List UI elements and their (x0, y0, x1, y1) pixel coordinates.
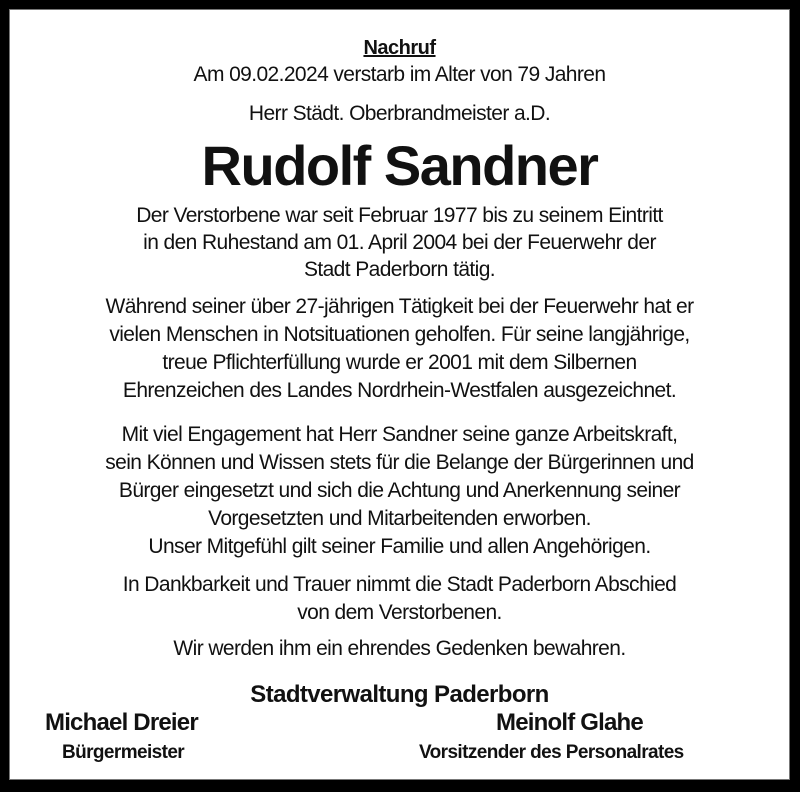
signer-1-name: Michael Dreier (45, 709, 198, 736)
paragraph-3-line-1: Mit viel Engagement hat Herr Sandner seine ganze Arbeitskraft, (121, 423, 678, 446)
obituary-notice (9, 9, 790, 780)
paragraph-3-line-3: Bürger eingesetzt und sich die Achtung und Anerkennung seiner (118, 479, 681, 502)
paragraph-3-line-5: Unser Mitgefühl gilt seiner Familie und allen Angehörigen. (148, 535, 651, 558)
paragraph-2-line-4: Ehrenzeichen des Landes Nordrhein-Westfalen ausgezeichnet. (122, 379, 677, 402)
notice-heading: Nachruf (363, 37, 436, 59)
paragraph-4-line-1: In Dankbarkeit und Trauer nimmt die Stadt Paderborn Abschied (122, 573, 677, 596)
date-line: Am 09.02.2024 verstarb im Alter von 79 Jahren (193, 63, 606, 86)
signer-2-name: Meinolf Glahe (496, 709, 643, 736)
paragraph-3-line-4: Vorgesetzten und Mitarbeitenden erworben. (208, 507, 591, 530)
paragraph-2-line-1: Während seiner über 27-jährigen Tätigkeit bei der Feuerwehr hat er (105, 295, 694, 318)
paragraph-4-line-2: von dem Verstorbenen. (297, 601, 502, 624)
paragraph-1-line-3: Stadt Paderborn tätig. (303, 258, 496, 281)
paragraph-1-line-1: Der Verstorbene war seit Februar 1977 bis zu seinem Eintritt (136, 204, 663, 227)
rank-line: Herr Städt. Oberbrandmeister a.D. (248, 102, 551, 125)
paragraph-5-line-1: Wir werden ihm ein ehrendes Gedenken bewahren. (173, 637, 626, 660)
paragraph-3-line-2: sein Können und Wissen stets für die Belange der Bürgerinnen und (105, 451, 694, 474)
signer-2-role: Vorsitzender des Personalrates (419, 742, 684, 763)
signer-1-role: Bürgermeister (62, 742, 185, 763)
deceased-name: Rudolf Sandner (201, 134, 598, 197)
signature-organization: Stadtverwaltung Paderborn (250, 681, 549, 708)
paragraph-2-line-3: treue Pflichterfüllung wurde er 2001 mit dem Silbernen (162, 351, 637, 374)
paragraph-2-line-2: vielen Menschen in Notsituationen geholfen. Für seine langjährige, (109, 323, 690, 346)
paragraph-1-line-2: in den Ruhestand am 01. April 2004 bei der Feuerwehr der (143, 231, 656, 254)
